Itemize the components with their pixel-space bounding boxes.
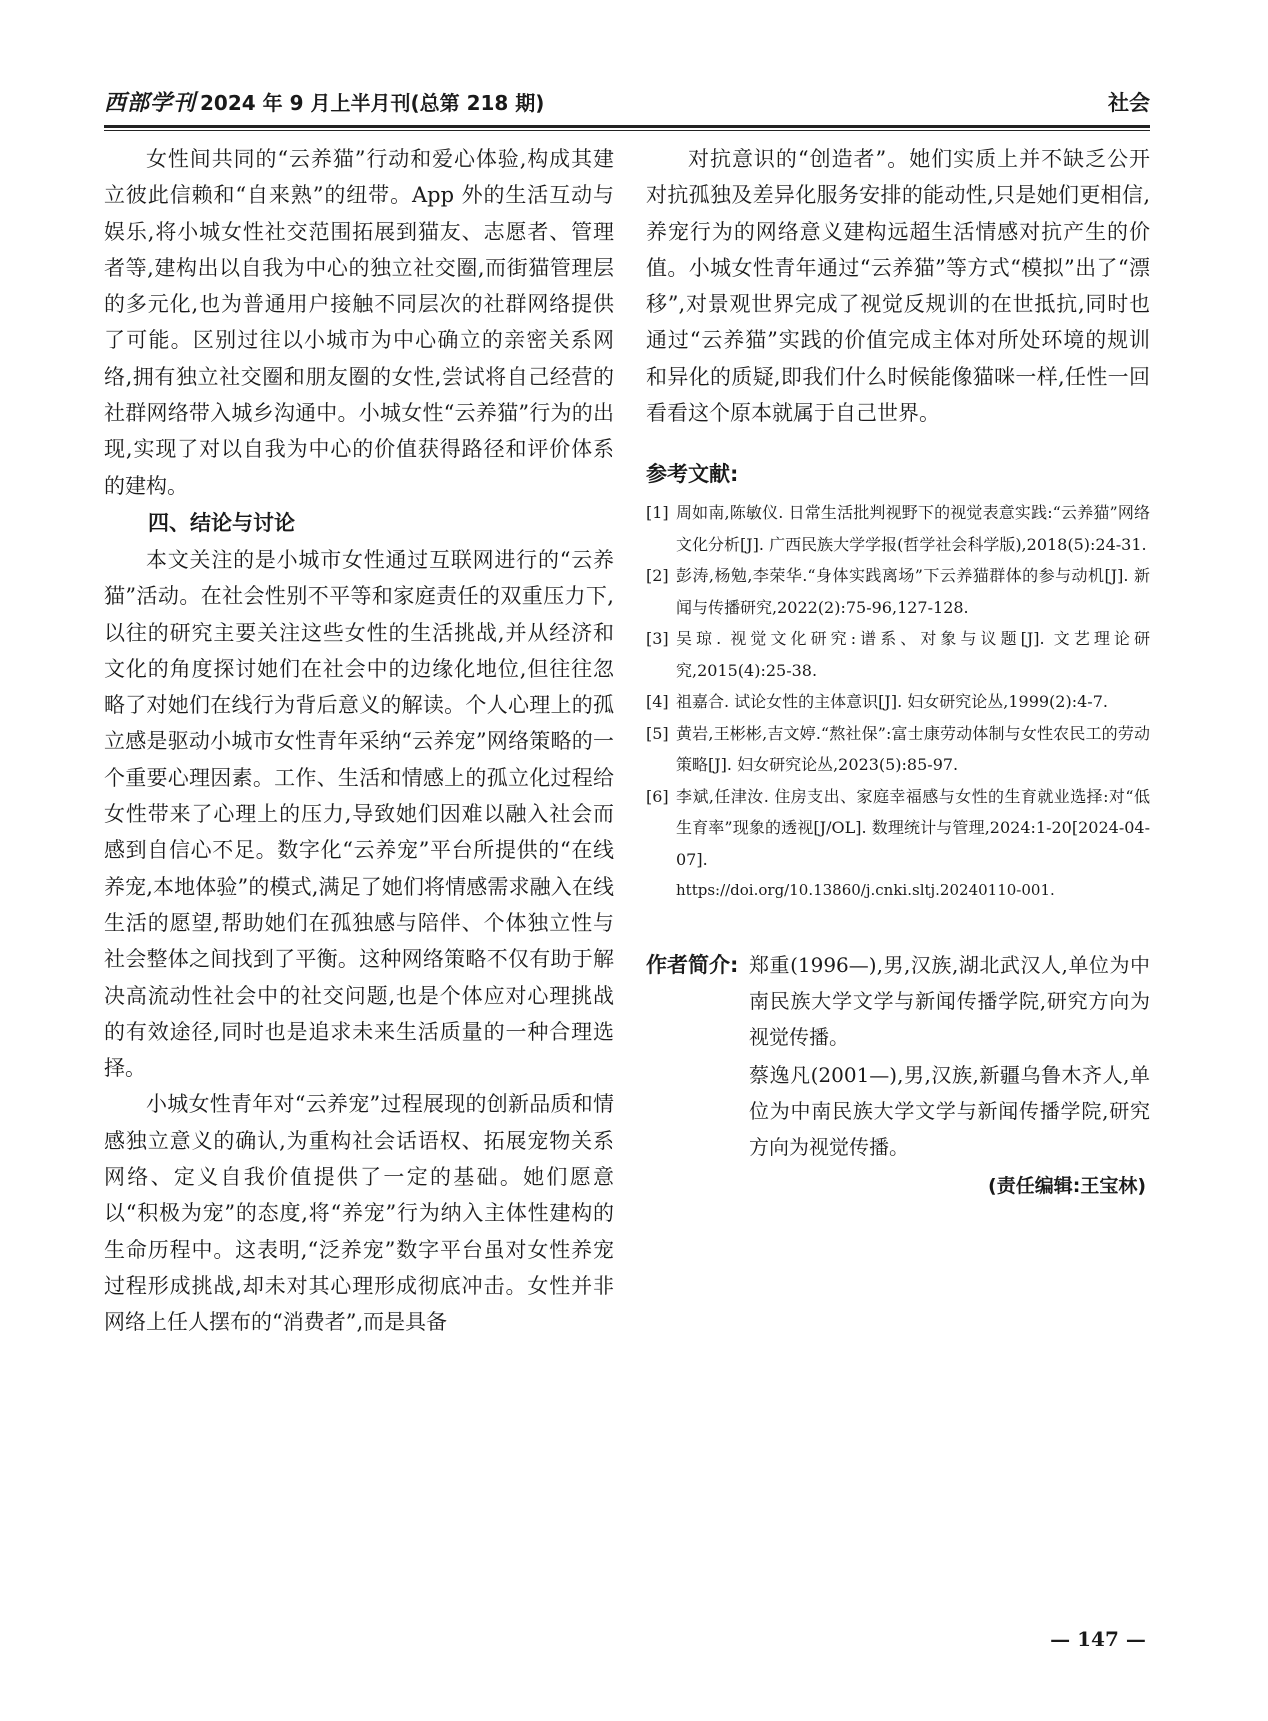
reference-number: [5] bbox=[646, 723, 669, 743]
reference-number: [2] bbox=[646, 566, 669, 586]
reference-item bbox=[646, 623, 1150, 686]
header-rule-thick bbox=[104, 125, 1150, 128]
header-rule-thin bbox=[104, 130, 1150, 131]
issue-info: 2024 年 9 月上半月刊(总第 218 期) bbox=[200, 91, 545, 115]
author-bio-label: 作者简介: bbox=[646, 952, 739, 977]
reference-text: 周如南,陈敏仪. 日常生活批判视野下的视觉表意实践:“云养猫”网络文化分析[J]. 广西民族大学学报(哲学社会科学版),2018(5):24-31. bbox=[676, 503, 1150, 554]
reference-item bbox=[646, 718, 1150, 781]
body-paragraph: 本文关注的是小城市女性通过互联网进行的“云养猫”活动。在社会性别不平等和家庭责任的双重压力下,以往的研究主要关注这些女性的生活挑战,并从经济和文化的角度探讨她们在社会中的边缘化地位,但往往忽略了对她们在线行为背后意义的解读。个人心理上的孤立感是驱动小城市女性青年采纳“云养宠”网络策略的一个重要心理因素。工作、生活和情感上的孤立化过程给女性带来了心理上的压力,导致她们因难以融入社会而感到自信心不足。数字化“云养宠”平台所提供的“在线养宠,本地体验”的模式,满足了她们将情感需求融入在线生活的愿望,帮助她们在孤独感与陪伴、个体独立性与社会整体之间找到了平衡。这种网络策略不仅有助于解决高流动性社会中的社交问题,也是个体应对心理挑战的有效途径,同时也是追求未来生活质量的一种合理选择。 bbox=[104, 547, 614, 1081]
references-list bbox=[646, 497, 1150, 907]
reference-number: [6] bbox=[646, 786, 669, 806]
reference-number: [3] bbox=[646, 629, 669, 649]
author-bio bbox=[646, 947, 1150, 1203]
reference-url: https://doi.org/10.13860/j.cnki.sltj.20240110-001. bbox=[676, 881, 1055, 900]
reference-item bbox=[646, 686, 1150, 718]
reference-text: 祖嘉合. 试论女性的主体意识[J]. 妇女研究论丛,1999(2):4-7. bbox=[676, 692, 1108, 712]
journal-title: 西部学刊 bbox=[104, 90, 197, 116]
page-header bbox=[104, 88, 1150, 122]
responsible-editor: (责任编辑:王宝林) bbox=[988, 1174, 1146, 1197]
section-name: 社会 bbox=[1108, 91, 1150, 115]
reference-item bbox=[646, 560, 1150, 623]
reference-number: [4] bbox=[646, 692, 669, 712]
author-bio-text bbox=[749, 947, 1150, 1165]
reference-number: [1] bbox=[646, 503, 669, 523]
reference-text: 彭涛,杨勉,李荣华.“身体实践离场”下云养猫群体的参与动机[J]. 新闻与传播研究,2022(2):75-96,127-128. bbox=[676, 566, 1150, 617]
section-heading: 四、结论与讨论 bbox=[148, 510, 295, 535]
body-paragraph: 女性间共同的“云养猫”行动和爱心体验,构成其建立彼此信赖和“自来熟”的纽带。App 外的生活互动与娱乐,将小城女性社交范围拓展到猫友、志愿者、管理者等,建构出以自我为中心的独立社交圈,而街猫管理层的多元化,也为普通用户接触不同层次的社群网络提供了可能。区别过往以小城市为中心确立的亲密关系网络,拥有独立社交圈和朋友圈的女性,尝试将自己经营的社群网络带入城乡沟通中。小城女性“云养猫”行为的出现,实现了对以自我为中心的价值获得路径和评价体系的建构。 bbox=[104, 147, 614, 498]
body-paragraph: 对抗意识的“创造者”。她们实质上并不缺乏公开对抗孤独及差异化服务安排的能动性,只是她们更相信,养宠行为的网络意义建构远超生活情感对抗产生的价值。小城女性青年通过“云养猫”等方式“模拟”出了“漂移”,对景观世界完成了视觉反规训的在世抵抗,同时也通过“云养猫”实践的价值完成主体对所处环境的规训和异化的质疑,即我们什么时候能像猫咪一样,任性一回看看这个原本就属于自己世界。 bbox=[646, 147, 1150, 426]
references-heading: 参考文献: bbox=[646, 462, 739, 487]
reference-text: 黄岩,王彬彬,吉文婷.“熬社保”:富士康劳动体制与女性农民工的劳动策略[J]. 妇女研究论丛,2023(5):85-97. bbox=[676, 723, 1150, 775]
body-paragraph: 小城女性青年对“云养宠”过程展现的创新品质和情感独立意义的确认,为重构社会话语权、拓展宠物关系网络、定义自我价值提供了一定的基础。她们愿意以“积极为宠”的态度,将“养宠”行为纳入主体性建构的生命历程中。这表明,“泛养宠”数字平台虽对女性养宠过程形成挑战,却未对其心理形成彻底冲击。女性并非网络上任人摆布的“消费者”,而是具备 bbox=[104, 1092, 614, 1335]
left-column bbox=[104, 141, 614, 1341]
reference-item bbox=[646, 497, 1150, 560]
page-number: — 147 — bbox=[1050, 1627, 1146, 1651]
author-bio-entry: 蔡逸凡(2001—),男,汉族,新疆乌鲁木齐人,单位为中南民族大学文学与新闻传播学院,研究方向为视觉传播。 bbox=[749, 1062, 1150, 1159]
reference-text: 李斌,任津汝. 住房支出、家庭幸福感与女性的生育就业选择:对“低生育率”现象的透视[J/OL]. 数理统计与管理,2024:1-20[2024-04-07]. bbox=[676, 786, 1150, 869]
right-column bbox=[646, 141, 1150, 1203]
reference-item bbox=[646, 781, 1150, 876]
author-bio-entry: 郑重(1996—),男,汉族,湖北武汉人,单位为中南民族大学文学与新闻传播学院,研究方向为视觉传播。 bbox=[749, 952, 1150, 1049]
reference-text: 吴琼. 视觉文化研究:谱系、对象与议题[J]. 文艺理论研究,2015(4):25-38. bbox=[676, 629, 1150, 680]
